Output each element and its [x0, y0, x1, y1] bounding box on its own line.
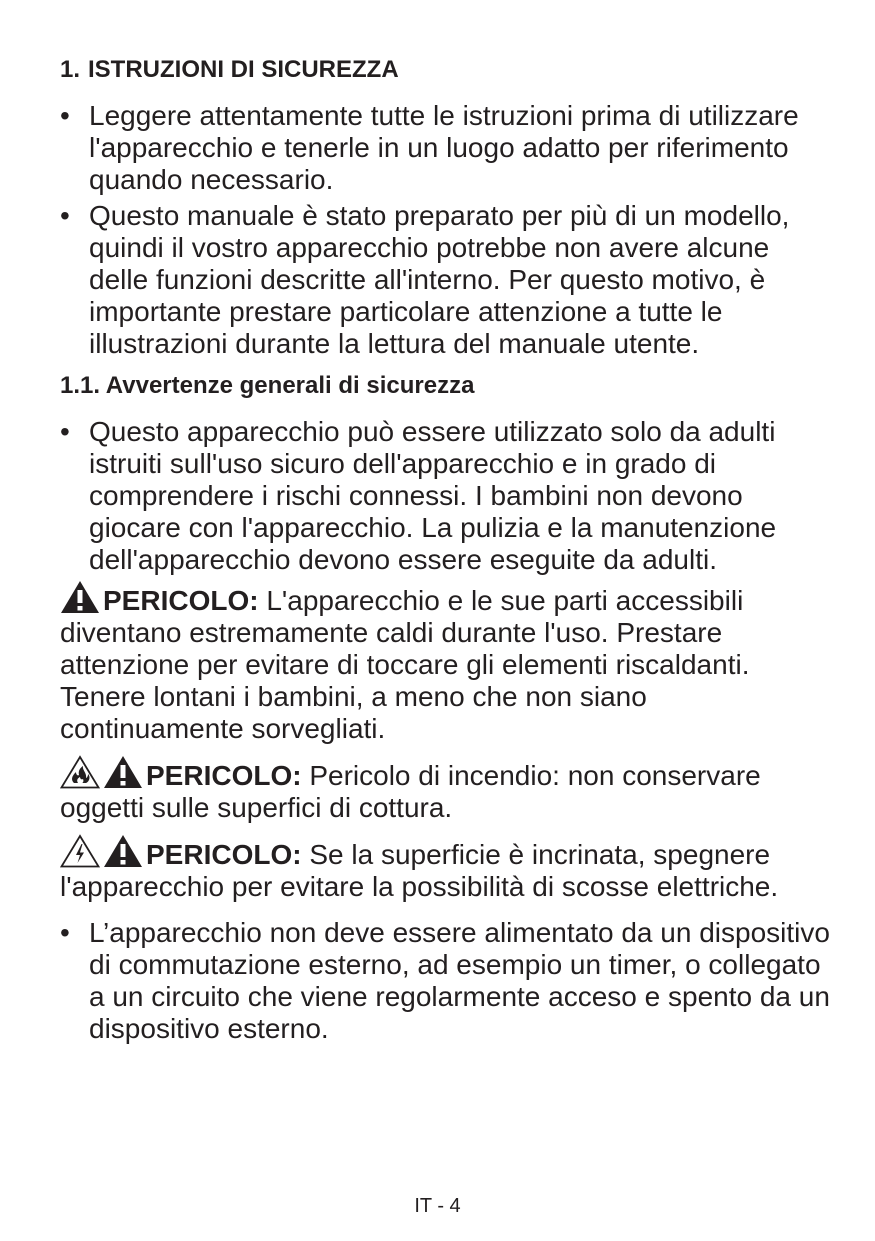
section-heading	[60, 54, 830, 86]
bullet-symbol: •	[60, 100, 70, 131]
warning-filled-icon	[103, 755, 143, 789]
danger-label: PERICOLO:	[146, 760, 302, 791]
bullet-text: Questo apparecchio può essere utilizzato solo da adulti istruiti sull'uso sicuro dell'apparecchio e in grado di comprendere i rischi connessi. I bambini non devono giocare con l'apparecchio. La pulizia e la manutenzione dell'apparecchio devono essere eseguite da adulti.	[89, 416, 777, 575]
section-title: ISTRUZIONI DI SICUREZZA	[88, 56, 399, 83]
bullet-text: L’apparecchio non deve essere alimentato da un dispositivo di commutazione esterno, ad esempio un timer, o collegato a un circuito che viene regolarmente acceso e spento da un dispositivo esterno.	[89, 917, 830, 1044]
danger-text: L'apparecchio e le sue parti accessibili diventano estremamente caldi durante l'uso. Prestare attenzione per evitare di toccare gli elementi riscaldanti. Tenere lontani i bambini, a meno che non siano continuamente sorvegliati.	[60, 585, 750, 744]
intro-bullet-list	[60, 100, 830, 360]
bullet-text: Questo manuale è stato preparato per più di un modello, quindi il vostro apparecchio potrebbe non avere alcune delle funzioni descritte all'interno. Per questo motivo, è importante prestare particolare attenzione a tutte le illustrazioni durante la lettura del manuale utente.	[89, 200, 790, 359]
danger-text: Pericolo di incendio: non conservare oggetti sulle superfici di cottura.	[60, 760, 761, 823]
bullet-symbol: •	[60, 917, 70, 948]
danger-warning-electric	[60, 834, 830, 903]
list-item	[60, 416, 830, 576]
final-bullet-list	[60, 917, 830, 1045]
section-number: 1.	[60, 56, 81, 83]
list-item	[60, 100, 830, 196]
warning-filled-icon	[103, 834, 143, 868]
danger-warning-hot	[60, 580, 830, 745]
list-item	[60, 917, 830, 1045]
danger-label: PERICOLO:	[146, 839, 302, 870]
bullet-symbol: •	[60, 200, 70, 231]
general-bullet-list	[60, 416, 830, 576]
electric-shock-icon	[60, 834, 100, 868]
manual-page	[60, 54, 830, 1049]
danger-label: PERICOLO:	[103, 585, 259, 616]
page-number: IT - 4	[414, 1195, 461, 1217]
bullet-symbol: •	[60, 416, 70, 447]
danger-text: Se la superficie è incrinata, spegnere l'apparecchio per evitare la possibilità di scosse elettriche.	[60, 839, 779, 902]
danger-warning-fire	[60, 755, 830, 824]
bullet-text: Leggere attentamente tutte le istruzioni prima di utilizzare l'apparecchio e tenerle in un luogo adatto per riferimento quando necessario.	[89, 100, 799, 195]
list-item	[60, 200, 830, 360]
warning-filled-icon	[60, 580, 100, 614]
subsection-title: 1.1. Avvertenze generali di sicurezza	[60, 372, 475, 399]
fire-hazard-icon	[60, 755, 100, 789]
